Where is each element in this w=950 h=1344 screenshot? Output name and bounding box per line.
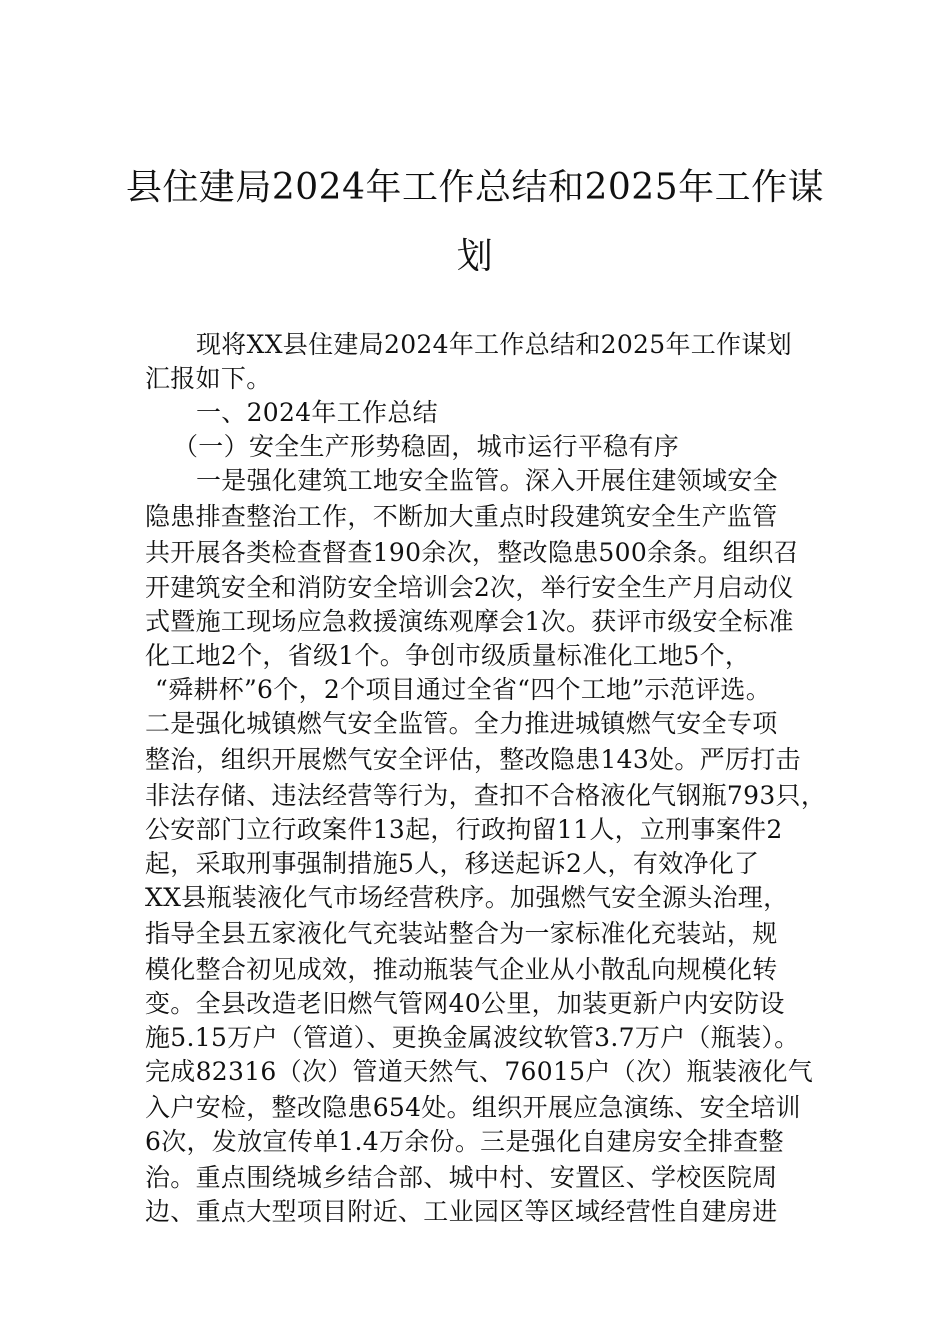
paragraph-line: 非法存储、违法经营等行为，查扣不合格液化气钢瓶793只， <box>145 781 827 810</box>
paragraph-line: 整治，组织开展燃气安全评估，整改隐患143处。严厉打击 <box>145 745 801 774</box>
paragraph-line: 6次，发放宣传单1.4万余份。三是强化自建房安全排查整 <box>145 1127 784 1156</box>
paragraph-line: 一是强化建筑工地安全监管。深入开展住建领域安全 <box>196 466 778 495</box>
paragraph-line: “舜耕杯”6个，2个项目通过全省“四个工地”示范评选。 <box>155 675 772 704</box>
paragraph-line: 共开展各类检查督查190余次，整改隐患500余条。组织召 <box>145 538 799 567</box>
subsection-heading: （一）安全生产形势稳固，城市运行平稳有序 <box>173 432 680 461</box>
paragraph-line: 式暨施工现场应急救援演练观摩会1次。获评市级安全标准 <box>145 607 794 636</box>
paragraph-line: 化工地2个，省级1个。争创市级质量标准化工地5个， <box>145 641 751 670</box>
document-title-line-1: 县住建局2024年工作总结和2025年工作谋 <box>125 167 825 208</box>
paragraph-line: 公安部门立行政案件13起，行政拘留11人，立刑事案件2 <box>145 815 783 844</box>
paragraph-line: 隐患排查整治工作，不断加大重点时段建筑安全生产监管 <box>145 502 778 531</box>
paragraph-line: 开建筑安全和消防安全培训会2次，举行安全生产月启动仪 <box>145 573 794 602</box>
paragraph-line: 起，采取刑事强制措施5人，移送起诉2人，有效净化了 <box>145 849 760 878</box>
intro-line: 现将XX县住建局2024年工作总结和2025年工作谋划 <box>196 330 792 359</box>
paragraph-line: 变。全县改造老旧燃气管网40公里，加装更新户内安防设 <box>145 989 785 1018</box>
paragraph-line: 模化整合初见成效，推动瓶装气企业从小散乱向规模化转 <box>145 955 778 984</box>
section-heading: 一、2024年工作总结 <box>196 398 438 427</box>
intro-line: 汇报如下。 <box>145 364 272 393</box>
paragraph-line: 施5.15万户（管道）、更换金属波纹软管3.7万户（瓶装）。 <box>145 1023 800 1052</box>
document-title-line-2: 划 <box>456 236 494 277</box>
paragraph-line: XX县瓶装液化气市场经营秩序。加强燃气安全源头治理， <box>145 883 789 912</box>
paragraph-line: 二是强化城镇燃气安全监管。全力推进城镇燃气安全专项 <box>145 709 778 738</box>
paragraph-line: 边、重点大型项目附近、工业园区等区域经营性自建房进 <box>145 1197 778 1226</box>
paragraph-line: 指导全县五家液化气充装站整合为一家标准化充装站，规 <box>145 919 778 948</box>
paragraph-line: 入户安检，整改隐患654处。组织开展应急演练、安全培训 <box>145 1093 801 1122</box>
paragraph-line: 完成82316（次）管道天然气、76015户（次）瓶装液化气 <box>145 1057 814 1086</box>
paragraph-line: 治。重点围绕城乡结合部、城中村、安置区、学校医院周 <box>145 1163 778 1192</box>
